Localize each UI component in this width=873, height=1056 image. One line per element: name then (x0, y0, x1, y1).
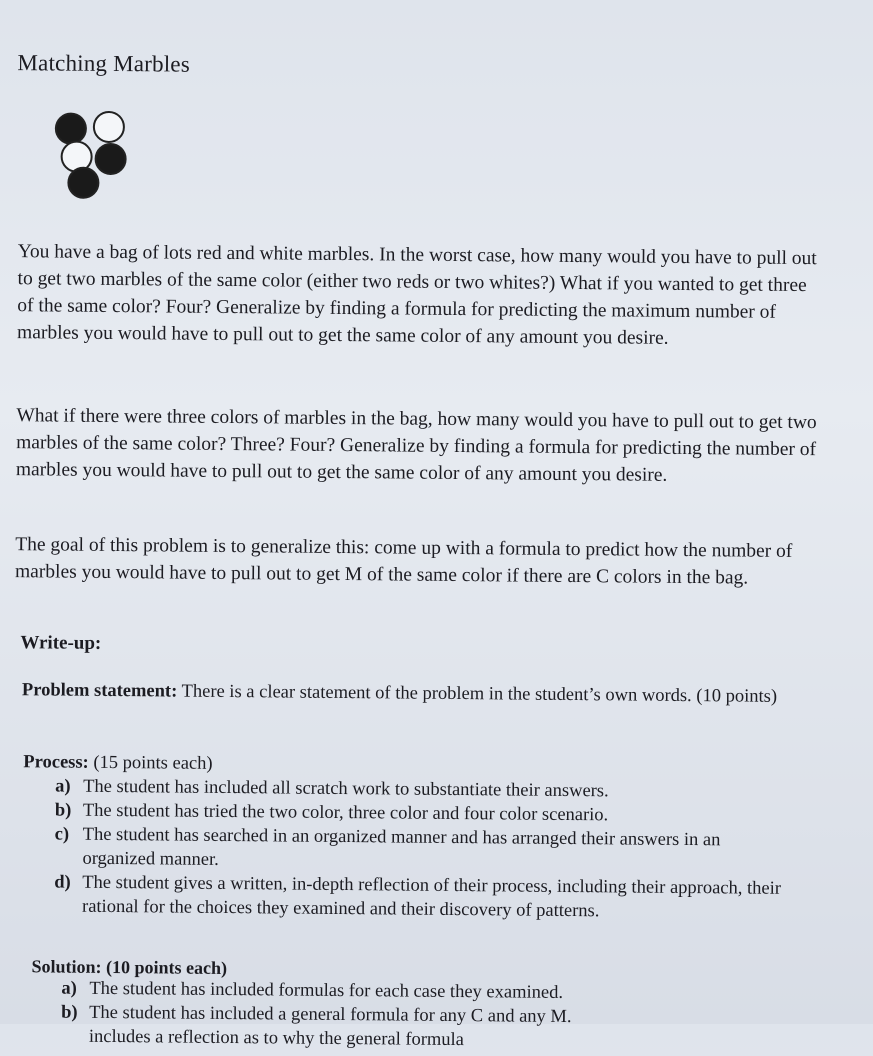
marble-light-top-right (94, 112, 124, 142)
writeup-heading: Write-up: (20, 632, 102, 654)
process-label: Process: (23, 752, 89, 773)
process-points: (15 points each) (93, 752, 213, 774)
page-title: Matching Marbles (17, 50, 191, 77)
list-item (54, 871, 794, 925)
paragraph-three-colors: What if there were three colors of marbles in the bag, how many would you have to pull out to get two marbles of the same color? Three? Four? Generalize by finding a formula for predicting the number of marbles you would have to pull out to get the same color of any amount you desire. (15, 405, 817, 486)
problem-statement-label: Problem statement: (21, 680, 178, 702)
list-item-letter: b) (54, 800, 72, 821)
marble-dark-middle-right (95, 144, 125, 174)
marble-dark-top-left (56, 113, 86, 143)
list-item-letter: c) (54, 824, 70, 845)
paragraph-two-colors: You have a bag of lots red and white marbles. In the worst case, how many would you have to pull out to get two marbles of the same color (either two reds or two whites?) What if you wanted to get three of the same color? Four? Generalize by finding a formula for predicting the maximum number of marbles you would have to pull out to get the same color of any amount you desire. (17, 241, 817, 349)
list-item-letter: b) (61, 1002, 78, 1023)
process-heading (23, 752, 212, 775)
list-item-text: The student has tried the two color, three color and four color scenario. (82, 800, 609, 826)
list-item-letter: d) (54, 872, 71, 893)
solution-list (61, 977, 802, 1055)
list-item-letter: a) (61, 978, 77, 999)
paragraph-goal: The goal of this problem is to generalize this: come up with a formula to predict how the number of marbles you would have to pull out to get M of the same color if there are C colors in the bag. (14, 534, 793, 589)
problem-statement (22, 677, 812, 710)
process-list (54, 775, 795, 925)
list-item (54, 823, 794, 877)
list-item-text: The student has included all scratch work to substantiate their answers. (83, 776, 609, 802)
list-item-text: The student gives a written, in-depth reflection of their process, including their approach, their rational for the choices they examined and their discovery of patterns. (82, 872, 782, 922)
list-item-text: includes a reflection as to why the general formula (88, 1026, 465, 1051)
list-item-text: The student has searched in an organized manner and has arranged their answers in an organized manner. (82, 824, 721, 870)
solution-label: Solution: (10 points each) (31, 956, 228, 979)
list-item (61, 1025, 801, 1055)
list-item-text: The student has included formulas for each case they examined. (89, 978, 564, 1003)
list-item-letter (61, 1025, 89, 1049)
list-item-text: The student has included a general formula for any C and any M. (89, 1002, 572, 1028)
problem-statement-text: There is a clear statement of the problem in the student’s own words. (10 points) (181, 681, 778, 707)
list-item-letter: a) (55, 776, 71, 797)
marbles-illustration (48, 108, 139, 204)
marble-dark-bottom (68, 168, 98, 198)
